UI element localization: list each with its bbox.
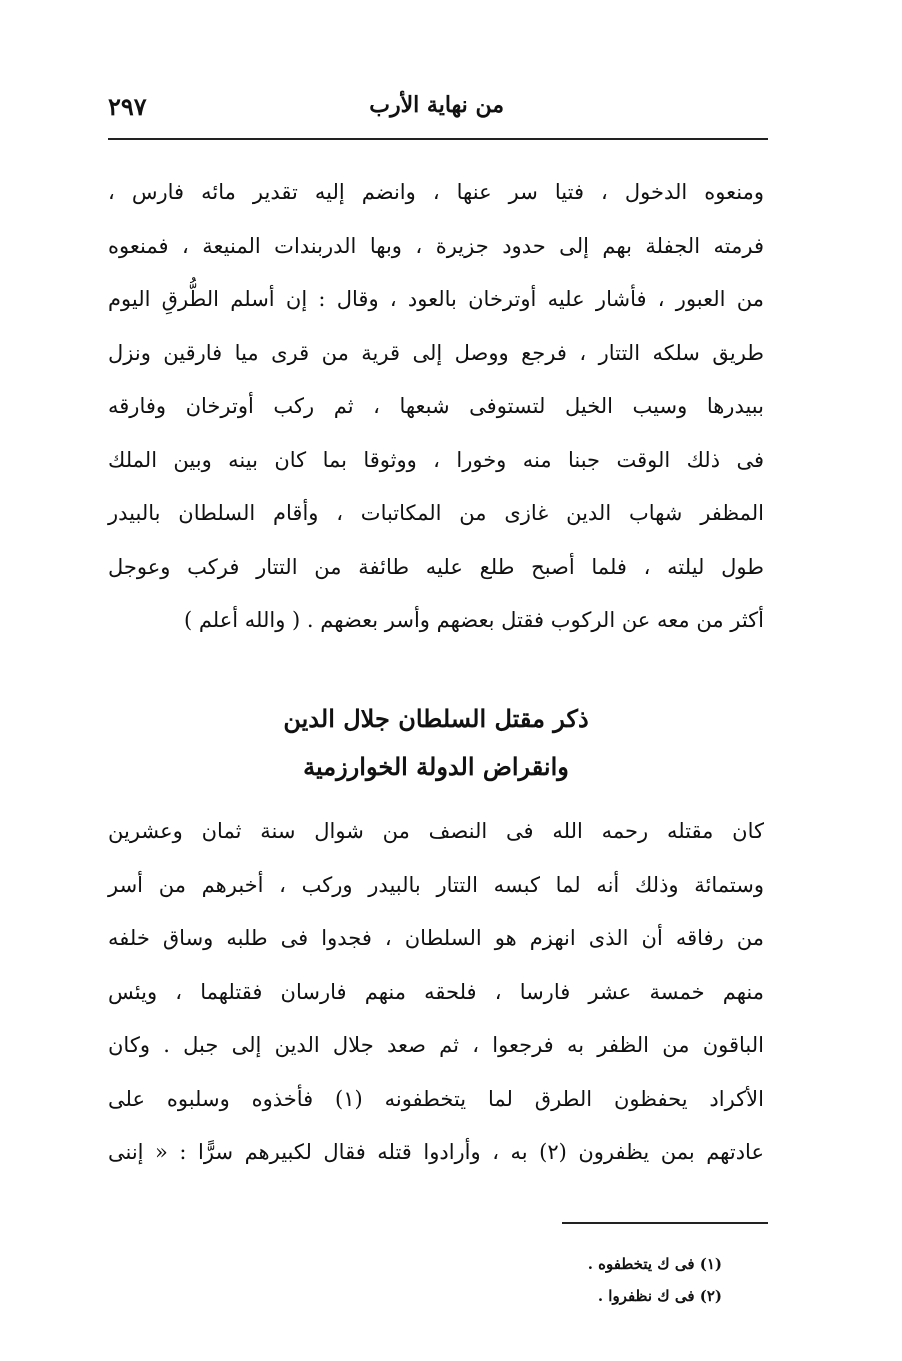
text-line: فى ذلك الوقت جبنا منه وخورا ، ووثوقا بما كان بينه وبين الملك xyxy=(108,447,764,472)
text-line: الأكراد يحفظون الطرق لما يتخطفونه (١) فأخذوه وسلبوه على xyxy=(108,1086,764,1111)
text-line: ببيدرها وسيب الخيل لتستوفى شبعها ، ثم ركب أوترخان وفارقه xyxy=(108,394,764,418)
text-line: عادتهم بمن يظفرون (٢) به ، وأرادوا قتله فقال لكبيرهم سرًّا : « إننى xyxy=(108,1140,764,1164)
text-line: وستمائة وذلك أنه لما كبسه التتار بالبيدر وركب ، أخبرهم من أسر xyxy=(108,872,764,897)
section-heading xyxy=(108,695,764,791)
footnote-2: (٢) فى ك نظفروا . xyxy=(597,1287,722,1305)
text-line: ومنعوه الدخول ، فتيا سر عنها ، وانضم إليه تقدير مائه فارس ، xyxy=(108,180,764,204)
text-line: من رفاقه أن الذى انهزم هو السلطان ، فجدوا فى طلبه وساق خلفه xyxy=(108,926,764,950)
running-title: من نهاية الأرب xyxy=(369,92,504,118)
text-line: الباقون من الظفر به فرجعوا ، ثم صعد جلال الدين إلى جبل . وكان xyxy=(108,1033,764,1057)
section-heading-line-1: ذكر مقتل السلطان جلال الدين xyxy=(283,704,589,733)
header-rule xyxy=(108,138,768,140)
paragraph-2 xyxy=(108,805,764,1180)
section-heading-line-2: وانقراض الدولة الخوارزمية xyxy=(303,752,569,781)
footnote-1: (١) فى ك يتخطفوه . xyxy=(587,1255,722,1273)
text-line: طول ليلته ، فلما أصبح طلع عليه طائفة من التتار فركب وعوجل xyxy=(108,554,764,579)
text-line: المظفر شهاب الدين غازى من المكاتبات ، وأقام السلطان بالبيدر xyxy=(108,501,764,525)
footnotes xyxy=(108,1248,722,1312)
text-line: من العبور ، فأشار عليه أوترخان بالعود ، وقال : إن أسلم الطُّرقِ اليوم xyxy=(108,287,764,311)
text-line: فرمته الجفلة بهم إلى حدود جزيرة ، وبها الدربندات المنيعة ، فمنعوه xyxy=(108,233,764,258)
running-header xyxy=(108,92,762,138)
text-line: كان مقتله رحمه الله فى النصف من شوال سنة ثمان وعشرين xyxy=(108,819,764,843)
text-line: طريق سلكه التتار ، فرجع ووصل إلى قرية من قرى ميا فارقين ونزل xyxy=(108,340,764,365)
text-line: أكثر من معه عن الركوب فقتل بعضهم وأسر بعضهم . ( والله أعلم ) xyxy=(183,608,764,632)
page-number: ٢٩٧ xyxy=(108,92,147,121)
footnote-rule xyxy=(562,1222,768,1224)
text-line: منهم خمسة عشر فارسا ، فلحقه منهم فارسان فقتلهما ، ويئس xyxy=(108,979,764,1004)
paragraph-1 xyxy=(108,166,764,648)
